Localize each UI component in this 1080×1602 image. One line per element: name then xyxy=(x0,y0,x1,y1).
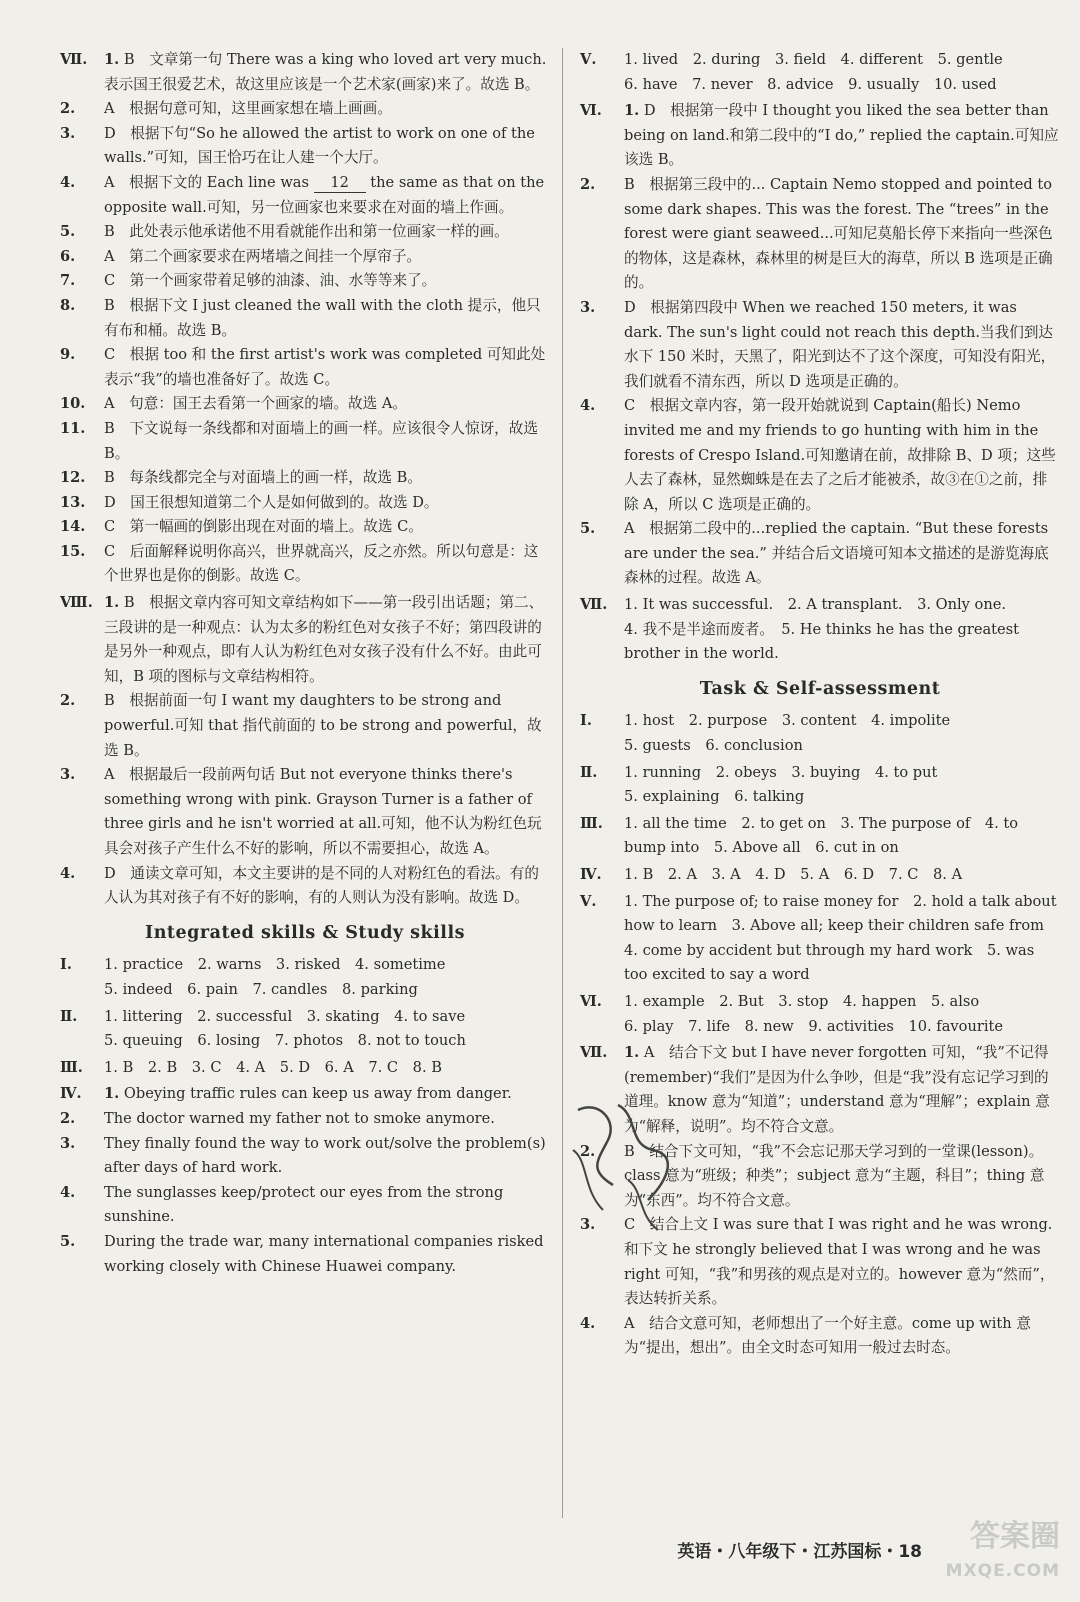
page-footer: 英语・八年级下・江苏国标・18 xyxy=(677,1542,922,1562)
handwriting-stamp-icon xyxy=(558,1090,688,1240)
section-i: Ⅰ. 1. practice 2. warns 3. risked 4. sometime 5. indeed 6. pain 7. candles 8. parking xyxy=(60,956,446,998)
answer-item: 13. D 国王很想知道第二个人是如何做到的。故选 D。 xyxy=(60,493,439,511)
section-v: Ⅴ. 1. lived 2. during 3. field 4. different 5. gentle 6. have 7. never 8. advice 9. usually 10. used xyxy=(580,51,1003,93)
task-section-iii: Ⅲ. 1. all the time 2. to get on 3. The purpose of 4. to bump into 5. Above all 6. cut in on xyxy=(580,814,1019,857)
section-iv: Ⅳ. 1. Obeying traffic rules can keep us away from danger. 2. The doctor warned my father not to smoke anymore. 3. They finally found the way to work out/solve the problem(s) after days of hard work. 4. The sunglasses keep/protect our eyes from the strong sunshine. 5. During the trade war, many international companies risked working closely with Chinese Huawei company. xyxy=(60,1085,546,1275)
task-section-ii: Ⅱ. 1. running 2. obeys 3. buying 4. to put 5. explaining 6. talking xyxy=(580,763,938,806)
answer-item: 15. C 后面解释说明你高兴，世界就高兴，反之亦然。所以句意是：这个世界也是你的倒影。故选 C。 xyxy=(60,542,539,585)
answer-item: 9. C 根据 too 和 the first artist's work was completed 可知此处表示“我”的墙也准备好了。故选 C。 xyxy=(60,346,546,388)
answer-item: 6. A 第二个画家要求在两堵墙之间挂一个厚帘子。 xyxy=(60,247,422,265)
answer-item: 4. D 通读文章可知，本文主要讲的是不同的人对粉红色的看法。有的人认为其对孩子有不好的影响，有的人则认为没有影响。故选 D。 xyxy=(60,864,539,907)
answer-item: 3. C 结合上文 I was sure that I was right and he was wrong. 和下文 he strongly believed that I was wrong and he was right 可知，“我”和男孩的观点是对立的。however 意为“然而”，表达转折关系。 xyxy=(580,1216,1055,1308)
answer-item: 3. D 根据下句“So he allowed the artist to work on one of the walls.”可知，国王恰巧在让人建一个大厅。 xyxy=(60,124,535,167)
answer-item: Ⅶ. 1. A 结合下文 but I have never forgotten 可知，“我”不记得(remember)“我们”是因为什么争吵，但是“我”没有忘记学习到的道理。know 意为“知道”；understand 意为“理解”；explain 意为“解释，说明”。均不符合文意。 xyxy=(580,1044,1050,1135)
answer-item: 2. A 根据句意可知，这里画家想在墙上画画。 xyxy=(60,100,392,118)
answer-item: 2. B 根据第三段中的... Captain Nemo stopped and pointed to some dark shapes. This was the forest. The “trees” in the forest were giant seaweed...可知尼莫船长停下来指向一些深色的物体，这是森林，森林里的树是巨大的海草，所以 B 选项是正确的。 xyxy=(580,175,1053,292)
answer-item: 4. C 根据文章内容，第一段开始就说到 Captain(船长) Nemo invited me and my friends to go hunting with him in the forests of Crespo Island.可知邀请在前，故排除 B、D 项；这些人去了森林，显然蜘蛛是在去了之后才能被杀，故③在①之前，排除 A，所以 C 选项是正确的。 xyxy=(580,397,1056,513)
task-section-i: Ⅰ. 1. host 2. purpose 3. content 4. impolite 5. guests 6. conclusion xyxy=(580,712,951,755)
answer-item: 7. C 第一个画家带着足够的油漆、油、水等等来了。 xyxy=(60,272,437,290)
section-title-task: Task & Self-assessment xyxy=(699,678,941,699)
section-iii: Ⅲ. 1. B 2. B 3. C 4. A 5. D 6. A 7. C 8. B xyxy=(60,1058,442,1076)
answer-item: 14. C 第一幅画的倒影出现在对面的墙上。故选 C。 xyxy=(60,518,423,536)
answer-item: 4. A 结合文意可知，老师想出了一个好主意。come up with 意为“提出，想出”。由全文时态可知用一般过去时态。 xyxy=(580,1314,1031,1357)
left-column xyxy=(60,48,550,1281)
answer-item: 3. A 根据最后一段前两句话 But not everyone thinks there's something wrong with pink. Grayson Turner is a father of three girls and he isn't worried at all.可知，他不认为粉红色玩具会对孩子产生什么不好的影响，所以不需要担心，故选 A。 xyxy=(60,766,542,857)
answer-item: Ⅶ. 1. B 文章第一句 There was a king who loved art very much.表示国王很爱艺术，故这里应该是一个艺术家(画家)来了。故选 B。 xyxy=(60,51,547,93)
answer-item: 3. D 根据第四段中 When we reached 150 meters, it was dark. The sun's light could not reach this depth.当我们到达水下 150 米时，天黑了，阳光到达不了这个深度，可知没有阳光，我们就看不清东西，所以 D 选项是正确的。 xyxy=(580,298,1056,390)
answer-item: Ⅵ. 1. D 根据第一段中 I thought you liked the sea better than being on land.和第二段中的“I do,” replied the captain.可知应该选 B。 xyxy=(580,102,1059,169)
answer-item: 2. B 根据前面一句 I want my daughters to be strong and powerful.可知 that 指代前面的 to be strong and powerful，故选 B。 xyxy=(60,692,542,759)
answer-item: Ⅷ. 1. B 根据文章内容可知文章结构如下——第一段引出话题；第二、三段讲的是一种观点：认为太多的粉红色对女孩子不好；第四段讲的是另外一种观点，即有人认为粉红色对女孩子没有什么不好。由此可知，B 项的图标与文章结构相符。 xyxy=(60,594,544,685)
answer-item: 10. A 句意：国王去看第一个画家的墙。故选 A。 xyxy=(60,395,408,413)
task-section-v: Ⅴ. 1. The purpose of; to raise money for 2. hold a talk about how to learn 3. Above all; keep their children safe from 4. come by accident but through my hard work 5. was too excited to say a word xyxy=(580,892,1059,984)
task-section-vi: Ⅵ. 1. example 2. But 3. stop 4. happen 5. also 6. play 7. life 8. new 9. activities 10. favourite xyxy=(580,992,1003,1035)
column-divider xyxy=(562,48,563,1518)
watermark-logo: 答案圈 MXQE.COM xyxy=(945,1519,1060,1581)
section-vii xyxy=(60,48,550,589)
section-vii-right: Ⅶ. 1. It was successful. 2. A transplant. 3. Only one. 4. 我不是半途而废者。 5. He thinks he has the greatest brother in the world. xyxy=(580,596,1020,663)
blank-number: 12 xyxy=(314,174,366,193)
answer-item: 5. A 根据第二段中的...replied the captain. “But these forests are under the sea.” 并结合后文语境可知本文描述的是游览海底森林的过程。故选 A。 xyxy=(580,520,1049,587)
answer-item: 8. B 根据下文 I just cleaned the wall with the cloth 提示，他只有布和桶。故选 B。 xyxy=(60,296,541,339)
section-ii: Ⅱ. 1. littering 2. successful 3. skating 4. to save 5. queuing 6. losing 7. photos 8. not to touch xyxy=(60,1007,466,1050)
section-vi xyxy=(580,99,1060,591)
answer-item: 11. B 下文说每一条线都和对面墙上的画一样。应该很令人惊讶，故选 B。 xyxy=(60,419,538,462)
task-section-iv: Ⅳ. 1. B 2. A 3. A 4. D 5. A 6. D 7. C 8. A xyxy=(580,866,963,883)
section-title-integrated-skills: Integrated skills & Study skills xyxy=(145,922,465,943)
answer-item: 12. B 每条线都完全与对面墙上的画一样，故选 B。 xyxy=(60,469,422,487)
section-viii xyxy=(60,591,550,911)
answer-item: 4. A 根据下文的 Each line was 12 the same as that on the opposite wall.可知，另一位画家也来要求在对面的墙上作画。 xyxy=(60,173,545,216)
answer-item: 2. B 结合下文可知，“我”不会忘记那天学习到的一堂课(lesson)。class 意为“班级；种类”；subject 意为“主题，科目”；thing 意为“东西”。均不符合文意。 xyxy=(580,1142,1045,1209)
answer-item: 5. B 此处表示他承诺他不用看就能作出和第一位画家一样的画。 xyxy=(60,223,509,241)
